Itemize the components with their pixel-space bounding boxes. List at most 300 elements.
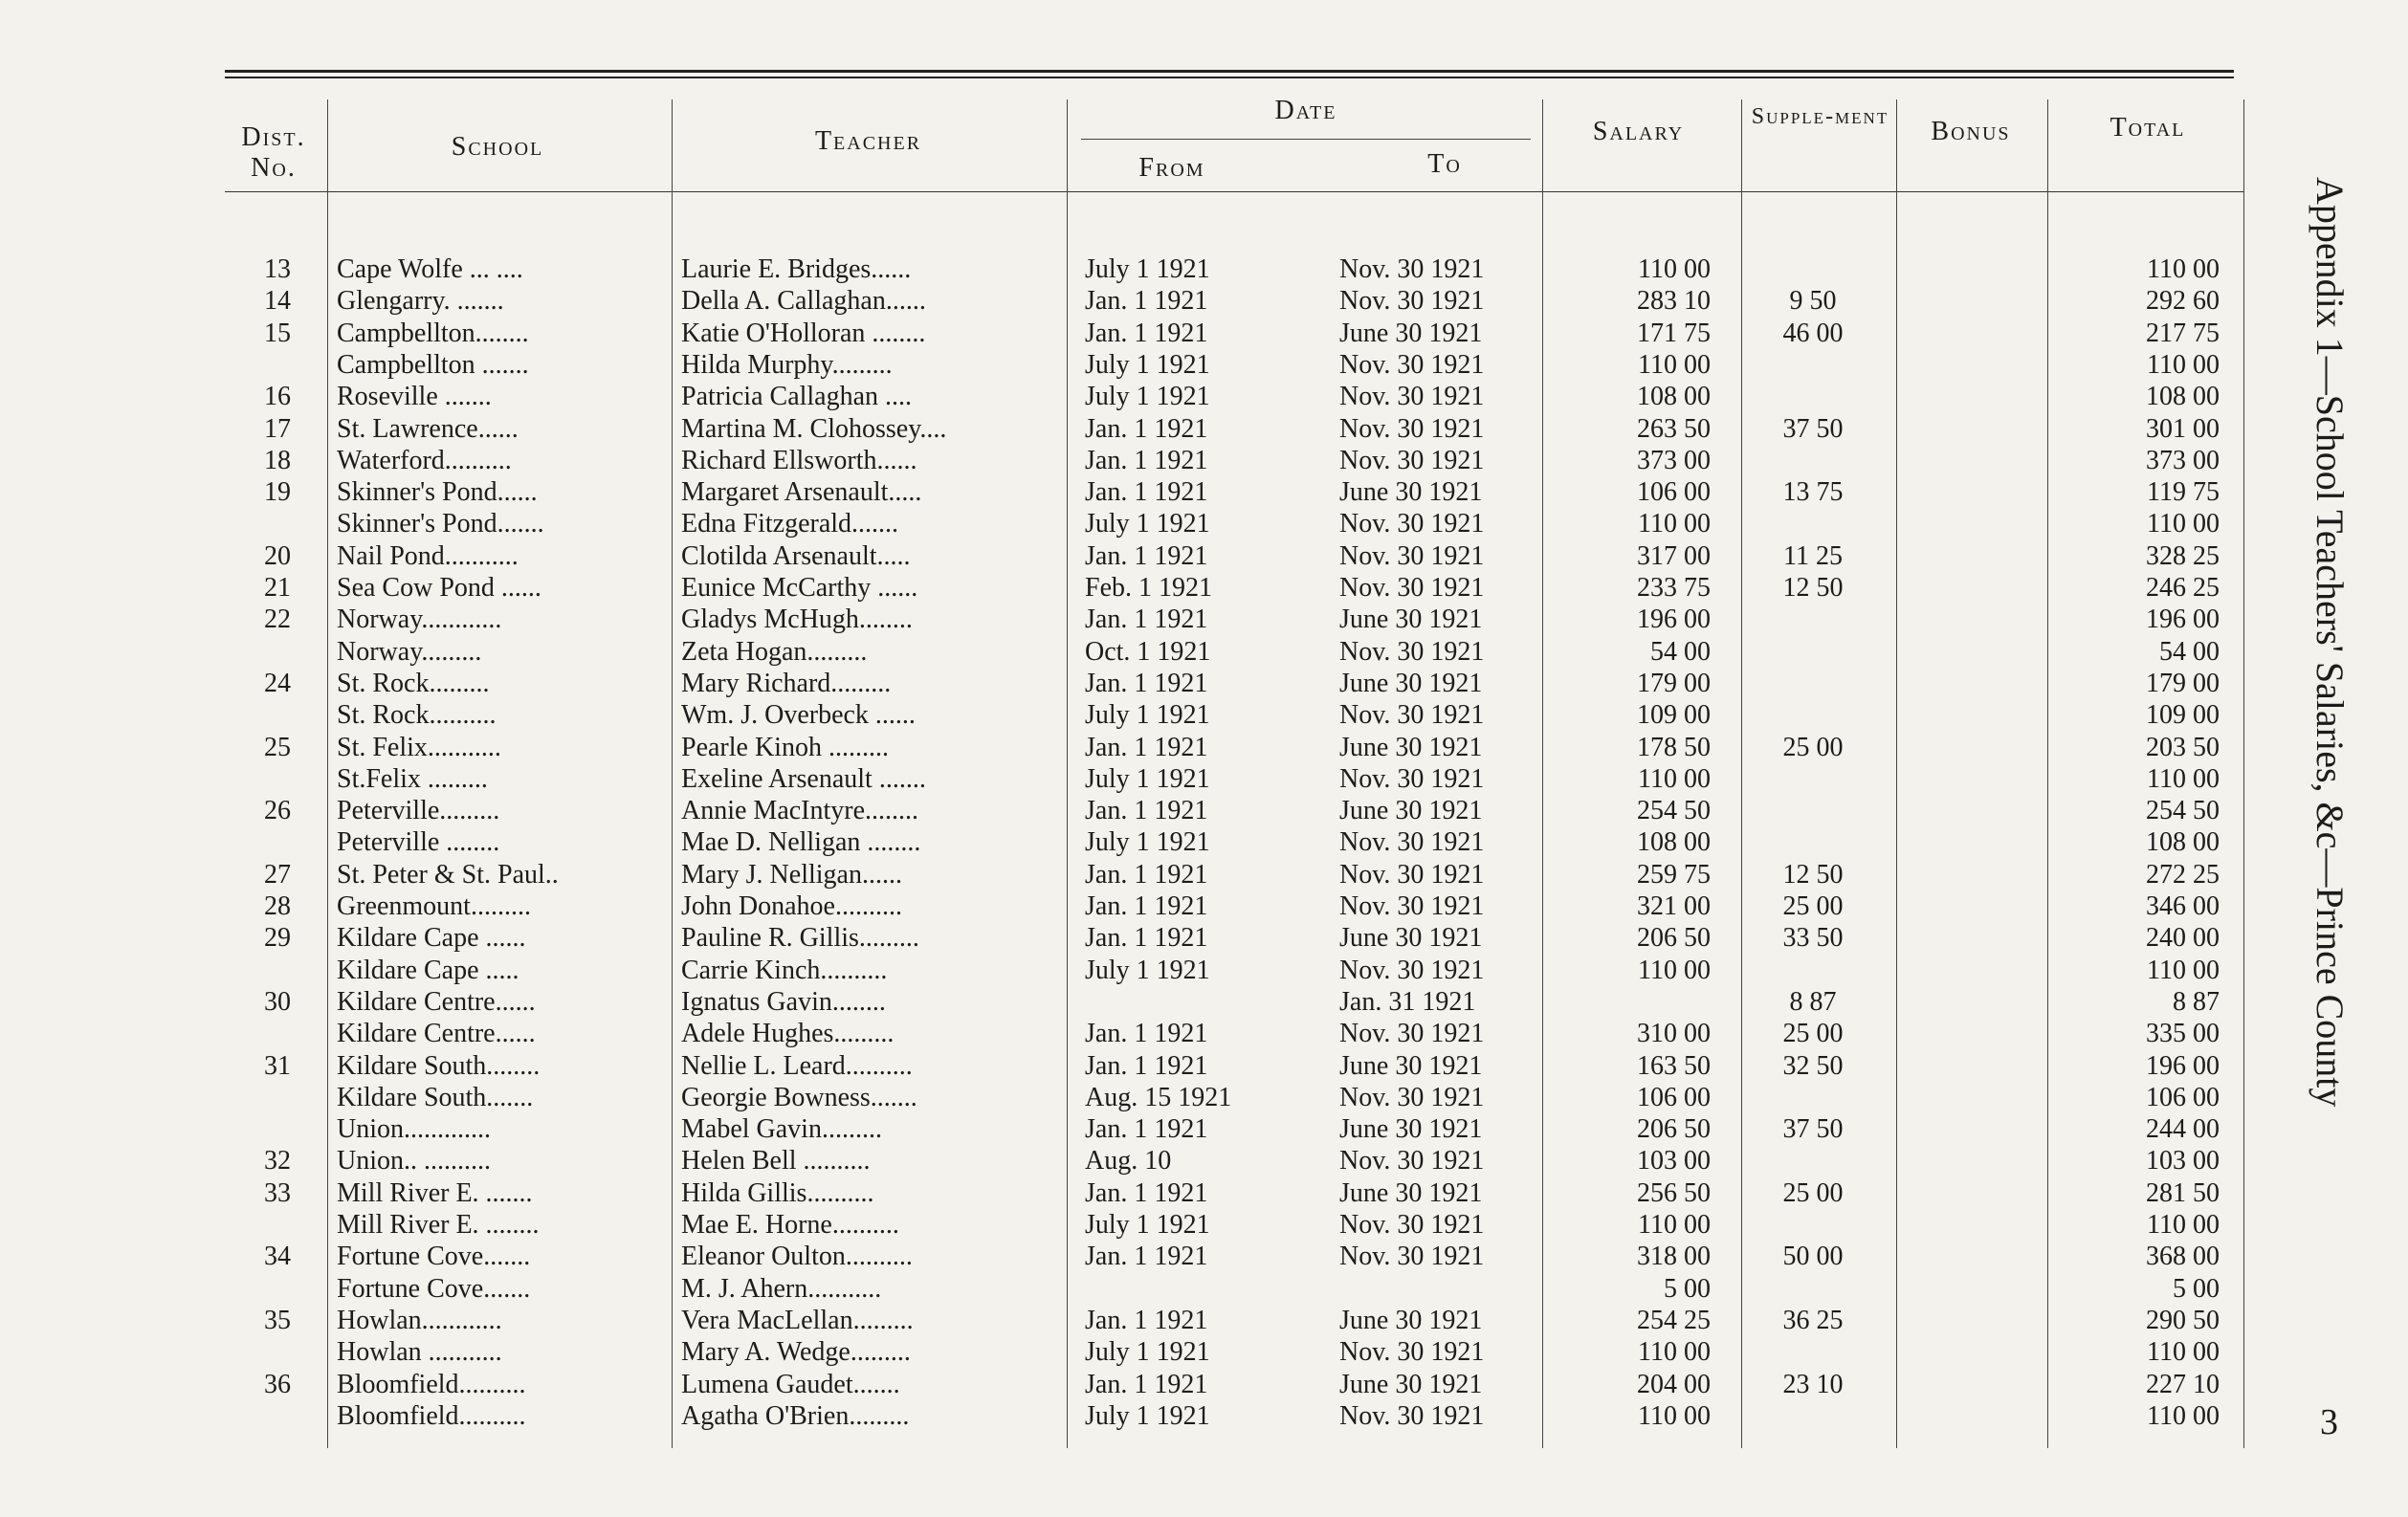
cell-salary: 163 50	[1637, 1050, 1711, 1081]
cell-teacher: Pearle Kinoh .........	[681, 732, 889, 762]
cell-total: 292 60	[2146, 286, 2220, 317]
header-total: Total	[2110, 113, 2186, 143]
table-row	[0, 636, 2296, 668]
cell-salary: 263 50	[1637, 413, 1711, 444]
cell-from: July 1 1921	[1085, 509, 1210, 539]
cell-to: June 30 1921	[1339, 1305, 1483, 1335]
cell-dist: 33	[264, 1177, 291, 1208]
cell-school: Bloomfield..........	[337, 1400, 526, 1431]
table-row	[0, 1305, 2296, 1336]
cell-salary: 54 00	[1650, 636, 1711, 667]
cell-from: Jan. 1 1921	[1085, 413, 1208, 444]
cell-dist: 34	[264, 1242, 291, 1272]
cell-dist: 16	[264, 382, 291, 412]
cell-from: Aug. 15 1921	[1085, 1082, 1232, 1112]
cell-to: Nov. 30 1921	[1339, 286, 1485, 317]
cell-salary: 106 00	[1637, 1082, 1711, 1112]
cell-school: Kildare Cape ......	[337, 923, 526, 954]
cell-to: Nov. 30 1921	[1339, 636, 1485, 667]
cell-salary: 178 50	[1637, 732, 1711, 762]
header-date-to: To	[1427, 149, 1462, 179]
cell-dist: 32	[264, 1146, 291, 1176]
cell-total: 246 25	[2146, 573, 2220, 603]
cell-school: Union.............	[337, 1114, 491, 1145]
cell-from: Jan. 1 1921	[1085, 859, 1208, 890]
cell-dist: 27	[264, 859, 291, 890]
cell-supplement: 33 50	[1782, 923, 1844, 954]
cell-from: Jan. 1 1921	[1085, 923, 1208, 954]
cell-to: Nov. 30 1921	[1339, 540, 1485, 571]
cell-teacher: John Donahoe..........	[681, 891, 902, 921]
cell-school: Campbellton .......	[337, 349, 529, 380]
cell-to: June 30 1921	[1339, 923, 1483, 954]
cell-school: Peterville ........	[337, 827, 500, 858]
cell-dist: 24	[264, 668, 291, 698]
cell-total: 8 87	[2173, 986, 2220, 1017]
cell-total: 110 00	[2147, 1210, 2220, 1240]
cell-dist: 30	[264, 986, 291, 1017]
table-row	[0, 381, 2296, 412]
cell-to: June 30 1921	[1339, 1369, 1483, 1399]
cell-salary: 233 75	[1637, 573, 1711, 603]
cell-total: 108 00	[2146, 382, 2220, 412]
cell-teacher: Clotilda Arsenault.....	[681, 540, 911, 571]
cell-from: July 1 1921	[1085, 1337, 1210, 1368]
cell-school: Glengarry. .......	[337, 286, 504, 317]
cell-total: 335 00	[2146, 1019, 2220, 1049]
cell-total: 106 00	[2146, 1082, 2220, 1112]
table-row	[0, 476, 2296, 508]
cell-total: 272 25	[2146, 859, 2220, 890]
header-date: Date	[1274, 96, 1337, 125]
table-row	[0, 1113, 2296, 1145]
cell-supplement: 23 10	[1782, 1369, 1844, 1399]
header-supplement: Supple-ment	[1751, 104, 1889, 129]
cell-total: 103 00	[2146, 1146, 2220, 1176]
cell-from: Jan. 1 1921	[1085, 1305, 1208, 1335]
table-row	[0, 572, 2296, 604]
cell-to: Nov. 30 1921	[1339, 445, 1485, 475]
cell-dist: 28	[264, 891, 291, 921]
cell-salary: 321 00	[1637, 891, 1711, 921]
top-rule	[225, 70, 2234, 73]
cell-teacher: Pauline R. Gillis.........	[681, 923, 919, 954]
table-row	[0, 508, 2296, 539]
cell-school: Greenmount.........	[337, 891, 531, 921]
cell-school: Fortune Cove.......	[337, 1242, 531, 1272]
cell-salary: 110 00	[1638, 955, 1711, 985]
cell-from: July 1 1921	[1085, 349, 1210, 380]
side-title: Appendix 1—School Teachers' Salaries, &c—Prince County	[2309, 177, 2352, 1108]
cell-teacher: Mabel Gavin.........	[681, 1114, 882, 1145]
cell-to: June 30 1921	[1339, 1114, 1483, 1145]
cell-teacher: Patricia Callaghan ....	[681, 382, 913, 412]
cell-school: Skinner's Pond.......	[337, 509, 544, 539]
cell-teacher: Agatha O'Brien.........	[681, 1400, 910, 1431]
cell-salary: 110 00	[1638, 1400, 1711, 1431]
cell-from: Jan. 1 1921	[1085, 540, 1208, 571]
cell-school: St. Lawrence......	[337, 413, 519, 444]
cell-to: Nov. 30 1921	[1339, 1082, 1485, 1112]
cell-teacher: Laurie E. Bridges......	[681, 254, 912, 284]
table-row	[0, 763, 2296, 795]
cell-school: Mill River E. .......	[337, 1177, 533, 1208]
cell-supplement: 8 87	[1789, 986, 1837, 1017]
cell-total: 328 25	[2146, 540, 2220, 571]
cell-to: Nov. 30 1921	[1339, 413, 1485, 444]
cell-salary: 373 00	[1637, 445, 1711, 475]
table-row	[0, 1018, 2296, 1049]
cell-from: Jan. 1 1921	[1085, 1050, 1208, 1081]
cell-total: 301 00	[2146, 413, 2220, 444]
cell-supplement: 25 00	[1782, 1019, 1844, 1049]
cell-dist: 31	[264, 1050, 291, 1081]
cell-to: June 30 1921	[1339, 796, 1483, 826]
cell-to: June 30 1921	[1339, 318, 1483, 348]
cell-salary: 110 00	[1638, 254, 1711, 284]
cell-total: 217 75	[2146, 318, 2220, 348]
cell-salary: 5 00	[1664, 1273, 1711, 1304]
cell-from: Jan. 1 1921	[1085, 891, 1208, 921]
cell-dist: 36	[264, 1369, 291, 1399]
cell-school: Norway............	[337, 605, 502, 635]
cell-from: Jan. 1 1921	[1085, 732, 1208, 762]
cell-teacher: Mary J. Nelligan......	[681, 859, 902, 890]
cell-to: June 30 1921	[1339, 668, 1483, 698]
table-row	[0, 1336, 2296, 1368]
cell-to: Nov. 30 1921	[1339, 1146, 1485, 1176]
cell-salary: 318 00	[1637, 1242, 1711, 1272]
cell-teacher: Martina M. Clohossey....	[681, 413, 947, 444]
cell-total: 110 00	[2147, 254, 2220, 284]
cell-salary: 283 10	[1637, 286, 1711, 317]
cell-from: Jan. 1 1921	[1085, 318, 1208, 348]
cell-teacher: Zeta Hogan.........	[681, 636, 868, 667]
cell-supplement: 9 50	[1789, 286, 1837, 317]
cell-salary: 254 50	[1637, 796, 1711, 826]
header-school: School	[451, 132, 544, 162]
cell-to: June 30 1921	[1339, 1050, 1483, 1081]
table-row	[0, 1050, 2296, 1082]
cell-teacher: Hilda Gillis..........	[681, 1177, 874, 1208]
cell-to: Nov. 30 1921	[1339, 349, 1485, 380]
cell-total: 54 00	[2159, 636, 2220, 667]
cell-total: 281 50	[2146, 1177, 2220, 1208]
table-row	[0, 859, 2296, 890]
cell-total: 110 00	[2147, 955, 2220, 985]
cell-salary: 254 25	[1637, 1305, 1711, 1335]
cell-total: 227 10	[2146, 1369, 2220, 1399]
cell-supplement: 50 00	[1782, 1242, 1844, 1272]
cell-dist: 25	[264, 732, 291, 762]
cell-total: 373 00	[2146, 445, 2220, 475]
table-row	[0, 795, 2296, 826]
header-dist: Dist. No.	[241, 122, 306, 183]
table-row	[0, 668, 2296, 699]
cell-teacher: Wm. J. Overbeck ......	[681, 700, 916, 731]
table-row	[0, 986, 2296, 1018]
cell-school: Kildare Centre......	[337, 986, 536, 1017]
cell-from: Aug. 10	[1085, 1146, 1172, 1176]
cell-teacher: Nellie L. Leard..........	[681, 1050, 913, 1081]
cell-salary: 256 50	[1637, 1177, 1711, 1208]
cell-total: 110 00	[2147, 1337, 2220, 1368]
table-row	[0, 413, 2296, 445]
cell-from: Jan. 1 1921	[1085, 668, 1208, 698]
cell-to: Nov. 30 1921	[1339, 827, 1485, 858]
table-row	[0, 445, 2296, 476]
cell-total: 110 00	[2147, 763, 2220, 794]
table-row	[0, 540, 2296, 572]
cell-from: Oct. 1 1921	[1085, 636, 1211, 667]
cell-to: Jan. 31 1921	[1339, 986, 1476, 1017]
cell-total: 368 00	[2146, 1242, 2220, 1272]
cell-from: Jan. 1 1921	[1085, 445, 1208, 475]
cell-from: July 1 1921	[1085, 254, 1210, 284]
cell-teacher: Katie O'Holloran ........	[681, 318, 926, 348]
table-row	[0, 1369, 2296, 1400]
cell-teacher: Annie MacIntyre........	[681, 796, 919, 826]
cell-teacher: Lumena Gaudet.......	[681, 1369, 900, 1399]
cell-to: Nov. 30 1921	[1339, 1242, 1485, 1272]
cell-supplement: 11 25	[1783, 540, 1843, 571]
cell-salary: 171 75	[1637, 318, 1711, 348]
cell-total: 119 75	[2147, 477, 2220, 508]
cell-salary: 317 00	[1637, 540, 1711, 571]
cell-total: 203 50	[2146, 732, 2220, 762]
cell-from: Jan. 1 1921	[1085, 1369, 1208, 1399]
cell-school: Norway.........	[337, 636, 482, 667]
cell-total: 240 00	[2146, 923, 2220, 954]
header-salary: Salary	[1592, 117, 1685, 146]
table-row	[0, 1273, 2296, 1305]
cell-school: St.Felix .........	[337, 763, 488, 794]
cell-teacher: M. J. Ahern...........	[681, 1273, 882, 1304]
cell-to: June 30 1921	[1339, 732, 1483, 762]
cell-school: Mill River E. ........	[337, 1210, 540, 1240]
table-row	[0, 318, 2296, 349]
cell-salary: 108 00	[1637, 827, 1711, 858]
cell-teacher: Helen Bell ..........	[681, 1146, 871, 1176]
table-row	[0, 890, 2296, 922]
cell-supplement: 13 75	[1782, 477, 1844, 508]
date-subheader-rule	[1081, 139, 1531, 140]
cell-supplement: 25 00	[1782, 1177, 1844, 1208]
table-row	[0, 1177, 2296, 1209]
header-date-from: From	[1138, 153, 1205, 183]
cell-teacher: Edna Fitzgerald.......	[681, 509, 899, 539]
cell-to: Nov. 30 1921	[1339, 382, 1485, 412]
cell-from: Jan. 1 1921	[1085, 1019, 1208, 1049]
cell-teacher: Margaret Arsenault.....	[681, 477, 922, 508]
cell-teacher: Vera MacLellan.........	[681, 1305, 914, 1335]
cell-salary: 110 00	[1638, 1210, 1711, 1240]
cell-dist: 26	[264, 796, 291, 826]
cell-salary: 179 00	[1637, 668, 1711, 698]
cell-from: July 1 1921	[1085, 763, 1210, 794]
cell-to: Nov. 30 1921	[1339, 1400, 1485, 1431]
cell-school: Roseville .......	[337, 382, 492, 412]
cell-total: 110 00	[2147, 349, 2220, 380]
cell-total: 110 00	[2147, 509, 2220, 539]
cell-dist: 15	[264, 318, 291, 348]
cell-school: Skinner's Pond......	[337, 477, 538, 508]
cell-to: June 30 1921	[1339, 477, 1483, 508]
cell-from: July 1 1921	[1085, 1210, 1210, 1240]
cell-total: 196 00	[2146, 1050, 2220, 1081]
cell-to: Nov. 30 1921	[1339, 1210, 1485, 1240]
cell-supplement: 37 50	[1782, 1114, 1844, 1145]
cell-salary: 310 00	[1637, 1019, 1711, 1049]
cell-dist: 29	[264, 923, 291, 954]
cell-salary: 110 00	[1638, 349, 1711, 380]
cell-teacher: Carrie Kinch..........	[681, 955, 888, 985]
cell-to: Nov. 30 1921	[1339, 700, 1485, 731]
cell-teacher: Mae E. Horne..........	[681, 1210, 899, 1240]
cell-dist: 22	[264, 605, 291, 635]
cell-to: June 30 1921	[1339, 1177, 1483, 1208]
cell-dist: 20	[264, 540, 291, 571]
cell-from: Jan. 1 1921	[1085, 1242, 1208, 1272]
cell-total: 5 00	[2173, 1273, 2220, 1304]
cell-total: 196 00	[2146, 605, 2220, 635]
cell-from: Jan. 1 1921	[1085, 477, 1208, 508]
cell-school: Bloomfield..........	[337, 1369, 526, 1399]
cell-teacher: Richard Ellsworth......	[681, 445, 917, 475]
cell-school: Kildare South.......	[337, 1082, 534, 1112]
cell-dist: 14	[264, 286, 291, 317]
cell-salary: 108 00	[1637, 382, 1711, 412]
cell-school: St. Rock..........	[337, 700, 497, 731]
table-row	[0, 253, 2296, 285]
cell-from: July 1 1921	[1085, 700, 1210, 731]
cell-dist: 21	[264, 573, 291, 603]
cell-salary: 110 00	[1638, 763, 1711, 794]
table-row	[0, 1082, 2296, 1113]
cell-school: Peterville.........	[337, 796, 500, 826]
cell-teacher: Hilda Murphy.........	[681, 349, 893, 380]
cell-salary: 110 00	[1638, 1337, 1711, 1368]
cell-to: June 30 1921	[1339, 605, 1483, 635]
table-row	[0, 1241, 2296, 1272]
cell-school: Waterford..........	[337, 445, 512, 475]
cell-teacher: Eleanor Oulton..........	[681, 1242, 913, 1272]
cell-supplement: 25 00	[1782, 732, 1844, 762]
cell-school: Kildare South........	[337, 1050, 541, 1081]
cell-school: St. Felix...........	[337, 732, 501, 762]
cell-from: July 1 1921	[1085, 382, 1210, 412]
cell-school: Sea Cow Pond ......	[337, 573, 541, 603]
cell-teacher: Della A. Callaghan......	[681, 286, 926, 317]
table-row	[0, 285, 2296, 317]
cell-to: Nov. 30 1921	[1339, 955, 1485, 985]
cell-dist: 35	[264, 1305, 291, 1335]
cell-dist: 18	[264, 445, 291, 475]
cell-from: Jan. 1 1921	[1085, 605, 1208, 635]
cell-total: 346 00	[2146, 891, 2220, 921]
cell-salary: 109 00	[1637, 700, 1711, 731]
cell-from: July 1 1921	[1085, 1400, 1210, 1431]
cell-dist: 19	[264, 477, 291, 508]
table-row	[0, 1145, 2296, 1176]
cell-total: 254 50	[2146, 796, 2220, 826]
table-row	[0, 699, 2296, 731]
cell-school: Fortune Cove.......	[337, 1273, 531, 1304]
header-bottom-rule	[225, 191, 2243, 192]
cell-total: 109 00	[2146, 700, 2220, 731]
table-row	[0, 922, 2296, 954]
cell-to: Nov. 30 1921	[1339, 859, 1485, 890]
cell-supplement: 25 00	[1782, 891, 1844, 921]
cell-salary: 196 00	[1637, 605, 1711, 635]
cell-supplement: 36 25	[1782, 1305, 1844, 1335]
cell-total: 179 00	[2146, 668, 2220, 698]
header-bonus: Bonus	[1931, 117, 2011, 146]
cell-teacher: Mary A. Wedge.........	[681, 1337, 911, 1368]
cell-salary: 206 50	[1637, 923, 1711, 954]
cell-salary: 206 50	[1637, 1114, 1711, 1145]
cell-teacher: Exeline Arsenault .......	[681, 763, 926, 794]
cell-supplement: 12 50	[1782, 573, 1844, 603]
cell-to: Nov. 30 1921	[1339, 1337, 1485, 1368]
cell-total: 244 00	[2146, 1114, 2220, 1145]
cell-salary: 106 00	[1637, 477, 1711, 508]
cell-teacher: Gladys McHugh........	[681, 605, 913, 635]
cell-school: Union.. ..........	[337, 1146, 491, 1176]
cell-from: Jan. 1 1921	[1085, 286, 1208, 317]
page-number: 3	[2320, 1402, 2338, 1442]
cell-total: 110 00	[2147, 1400, 2220, 1431]
top-rule-thin	[225, 77, 2234, 78]
table-row	[0, 732, 2296, 763]
cell-to: Nov. 30 1921	[1339, 891, 1485, 921]
cell-school: St. Rock.........	[337, 668, 490, 698]
cell-teacher: Adele Hughes.........	[681, 1019, 895, 1049]
table-row	[0, 604, 2296, 635]
header-teacher: Teacher	[814, 126, 922, 156]
cell-teacher: Ignatus Gavin........	[681, 986, 886, 1017]
cell-teacher: Georgie Bowness.......	[681, 1082, 917, 1112]
cell-school: Kildare Cape .....	[337, 955, 519, 985]
cell-supplement: 32 50	[1782, 1050, 1844, 1081]
cell-school: St. Peter & St. Paul..	[337, 859, 559, 890]
cell-salary: 259 75	[1637, 859, 1711, 890]
cell-to: Nov. 30 1921	[1339, 254, 1485, 284]
cell-school: Howlan............	[337, 1305, 502, 1335]
cell-school: Kildare Centre......	[337, 1019, 536, 1049]
cell-school: Nail Pond...........	[337, 540, 519, 571]
cell-teacher: Eunice McCarthy ......	[681, 573, 918, 603]
cell-from: Jan. 1 1921	[1085, 1177, 1208, 1208]
cell-from: Jan. 1 1921	[1085, 796, 1208, 826]
cell-from: Feb. 1 1921	[1085, 573, 1212, 603]
cell-school: Cape Wolfe ... ....	[337, 254, 523, 284]
table-row	[0, 1209, 2296, 1241]
table-row	[0, 955, 2296, 986]
cell-salary: 110 00	[1638, 509, 1711, 539]
cell-total: 108 00	[2146, 827, 2220, 858]
table-row	[0, 826, 2296, 858]
cell-to: Nov. 30 1921	[1339, 509, 1485, 539]
cell-dist: 13	[264, 254, 291, 284]
cell-school: Campbellton........	[337, 318, 529, 348]
cell-school: Howlan ...........	[337, 1337, 502, 1368]
cell-salary: 204 00	[1637, 1369, 1711, 1399]
cell-from: Jan. 1 1921	[1085, 1114, 1208, 1145]
cell-teacher: Mae D. Nelligan ........	[681, 827, 921, 858]
cell-to: Nov. 30 1921	[1339, 763, 1485, 794]
cell-from: July 1 1921	[1085, 827, 1210, 858]
